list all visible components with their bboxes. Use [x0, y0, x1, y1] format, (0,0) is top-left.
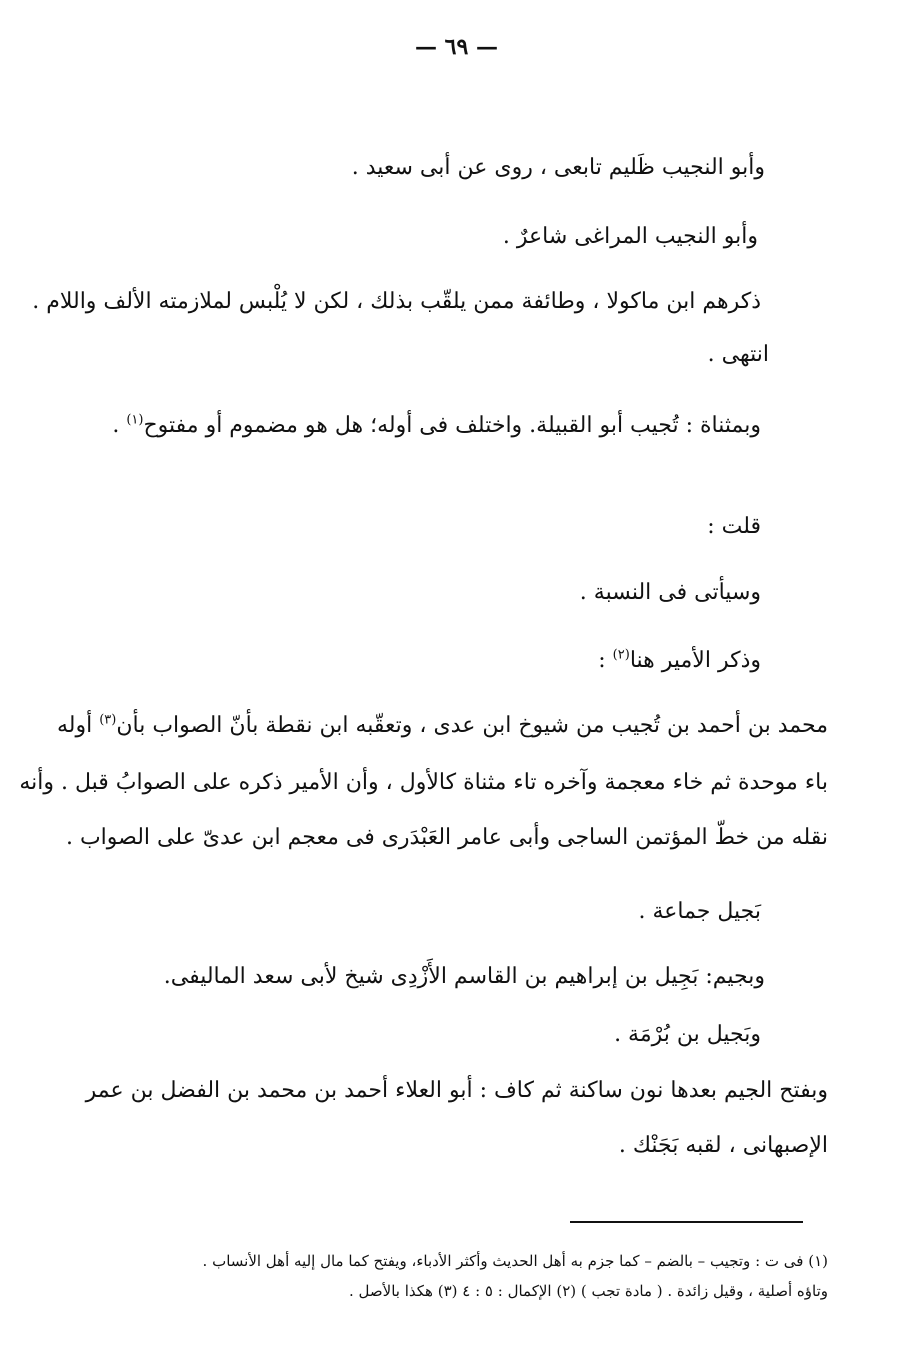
paragraph-bajil-burma: وبَجيل بن بُرْمَة .	[614, 1022, 761, 1047]
paragraph-nisba: وسيأتى فى النسبة .	[579, 580, 761, 605]
footnote-ref-2: (٢)	[612, 647, 630, 663]
paragraph-ibn-makula-line2: انتهى .	[707, 342, 769, 367]
paragraph-bajank-line1: وبفتح الجيم بعدها نون ساكنة ثم كاف : أبو العلاء أحمد بن محمد بن الفضل بن عمر	[85, 1078, 828, 1103]
paragraph-muhammad-line1-a: محمد بن أحمد بن تُجيب من شيوخ ابن عدى ، وتعقّبه ابن نقطة بأنّ الصواب بأن	[116, 713, 828, 738]
paragraph-muhammad-tujib-line3: نقله من خطّ المؤتمن الساجى وأبى عامر العَبْدَرى فى معجم ابن عدىّ على الصواب .	[65, 825, 828, 850]
footnote-1: (١) فى ت : وتجيب – بالضم – كما جزم به أهل الحديث وأكثر الأدباء، ويفتح كما مال إليه أهل الأنساب .	[202, 1252, 828, 1270]
footnote-ref-1: (١)	[126, 412, 144, 428]
paragraph-abu-najib-zalim: وأبو النجيب ظَليم تابعى ، روى عن أبى سعيد .	[351, 155, 765, 180]
paragraph-bajank-line2: الإصبهانى ، لقبه بَجَنْك .	[618, 1133, 828, 1158]
paragraph-bajil-ibrahim: وبجيم: بَجِيل بن إبراهيم بن القاسم الأَزْدِى شيخ لأبى سعد الماليفى.	[163, 964, 765, 989]
paragraph-muhammad-tujib-line2: باء موحدة ثم خاء معجمة وآخره تاء مثناة كالأول ، وأن الأمير ذكره على الصوابُ قبل . وأنه	[19, 770, 828, 795]
footnote-ref-3: (٣)	[99, 712, 117, 728]
paragraph-tujib-end: .	[112, 413, 127, 438]
footnote-divider	[570, 1221, 803, 1223]
paragraph-amir-end: :	[598, 648, 613, 673]
paragraph-muhammad-tujib-line1	[56, 711, 828, 741]
footnotes-2-3: وتاؤه أصلية ، وقيل زائدة . ( مادة تجب ) (٢) الإكمال : ٥ : ٤ (٣) هكذا بالأصل .	[349, 1282, 828, 1300]
paragraph-qultu: قلت :	[707, 514, 761, 539]
paragraph-bajil: بَجيل جماعة .	[638, 899, 761, 924]
paragraph-tujib	[112, 411, 761, 441]
paragraph-amir-mention	[598, 646, 761, 676]
paragraph-tujib-text: وبمثناة : تُجيب أبو القبيلة. واختلف فى أوله؛ هل هو مضموم أو مفتوح	[143, 413, 761, 438]
paragraph-muhammad-line1-b: أوله	[56, 713, 100, 738]
page-number: — ٦٩ —	[415, 34, 498, 60]
paragraph-ibn-makula-line1: ذكرهم ابن ماكولا ، وطائفة ممن يلقّب بذلك ، لكن لا يُلْبس لملازمته الألف واللام .	[32, 289, 761, 314]
paragraph-amir-text: وذكر الأمير هنا	[629, 648, 761, 673]
paragraph-abu-najib-maraghi: وأبو النجيب المراغى شاعرٌ .	[502, 224, 758, 249]
